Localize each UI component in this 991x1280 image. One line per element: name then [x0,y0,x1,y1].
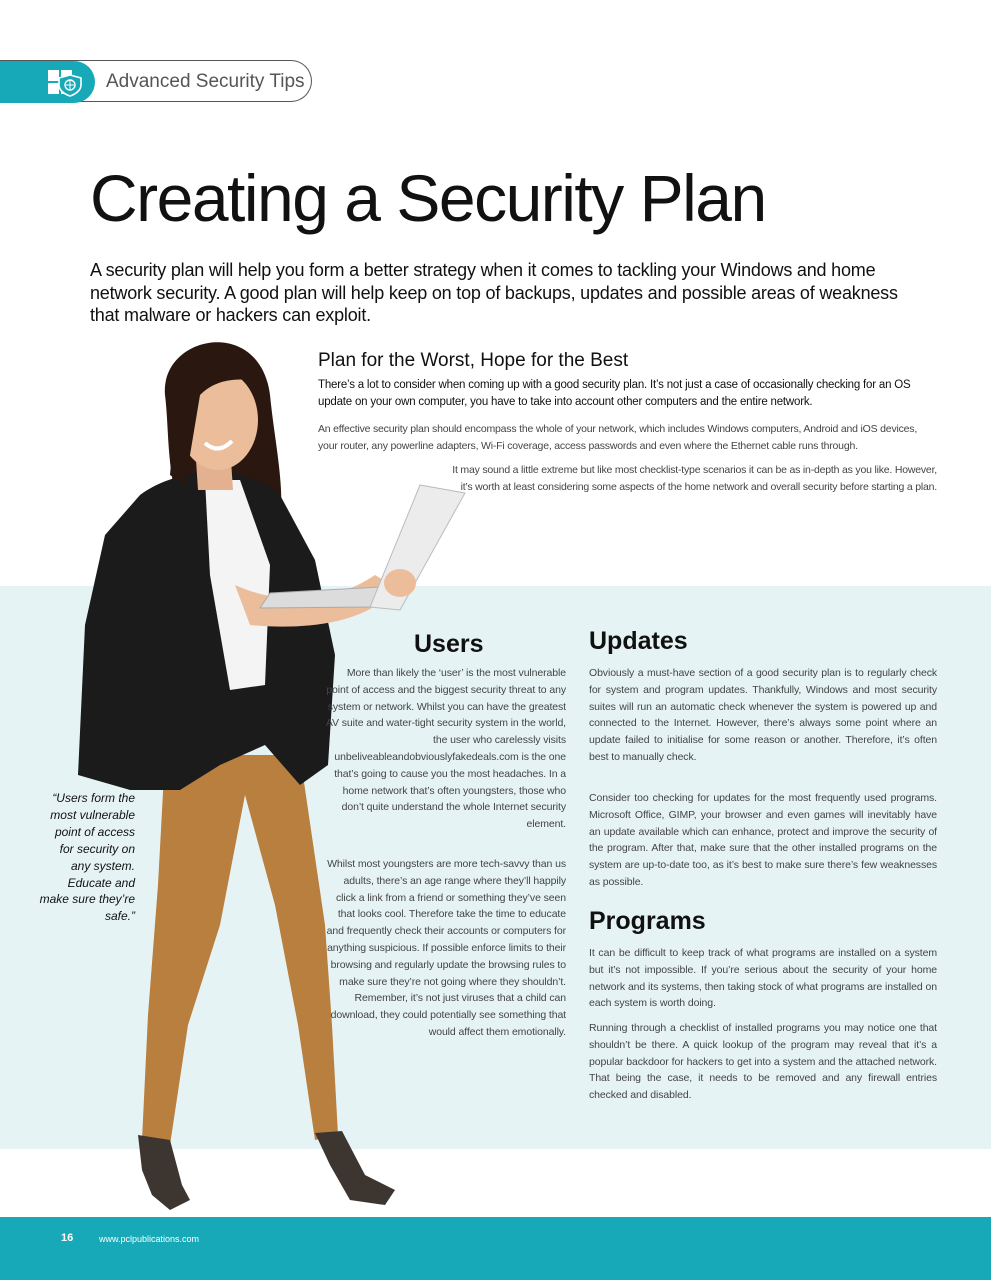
updates-heading: Updates [589,627,688,655]
page-number: 16 [61,1232,74,1244]
users-paragraph-2: Whilst most youngsters are more tech-savvy than us adults, there’s an age range where they’ll happily click a link from a friend or something they’ve seen that looks cool. Therefore take the time to educate and frequently check their accounts or computers for anything suspicious. If possible enforce limits to their browsing and regularly update the browsing rules to make sure they’re not going where they shouldn’t. Remember, it’s not just viruses that a child can download, they could potentially see something that would affect them emotionally. [326,858,566,1038]
users-paragraph-1: More than likely the ‘user’ is the most vulnerable point of access and the biggest security threat to any system or network. Whilst you can have the greatest AV suite and water-tight security system in the world, the user who carelessly visits unbeliveableandobviouslyfakedeals.com is the one that’s going to cause you the most headaches. In a home network that’s often youngsters, those who don’t quite understand the whole Internet security element. [325,667,566,831]
programs-heading: Programs [589,907,706,935]
windows-shield-icon [46,67,86,97]
programs-paragraph-1: It can be difficult to keep track of what programs are installed on a system but it’s not impossible. If you’re serious about the security of your home network and its systems, then taking stock of what programs are installed on each system is worth doing. [589,947,937,1010]
overview-paragraph-2: It may sound a little extreme but like most checklist-type scenarios it can be as in-depth as you like. However, it’s worth at least considering some aspects of the home network and overall security before starting a plan. [452,464,937,493]
intro-paragraph: A security plan will help you form a better strategy when it comes to tackling your Windows and home network security. A good plan will help keep on top of backups, updates and possible areas of weakness that malware or hackers can exploit. [90,260,898,325]
lead-paragraph: There’s a lot to consider when coming up with a good security plan. It’s not just a case of occasionally checking for an OS update on your own computer, you have to take into account other computers and the entire network. [318,379,911,408]
overview-paragraph: An effective security plan should encompass the whole of your network, which includes Windows computers, Android and iOS devices, your router, any powerline adapters, Wi-Fi coverage, access passwords and even where the Ethernet cable runs through. [318,423,918,452]
updates-paragraph-2: Consider too checking for updates for the most frequently used programs. Microsoft Office, GIMP, your browser and even games will inevitably have an update available which can enhance, protect and improve the security of the program. After that, make sure that the other installed programs on the system are up-to-date too, as it’s best to make sure there’s few weaknesses as possible. [589,792,937,888]
programs-paragraph-2: Running through a checklist of installed programs you may notice one that shouldn’t be there. A quick lookup of the program may reveal that it’s a popular backdoor for hackers to get into a system and the attached network. That being the case, it needs to be removed and any firewall entries checked and disabled. [589,1022,937,1102]
footer-bar [0,1217,991,1280]
section-tab [0,60,312,102]
pull-quote: “Users form the most vulnerable point of access for security on any system. Educate and make sure they’re safe.” [39,791,135,924]
updates-paragraph-1: Obviously a must-have section of a good security plan is to regularly check for system and program updates. Thankfully, Windows and most security suites will run an automatic check whenever the system is powered up and connected to the Internet. However, there’s always some point where an update failed to initialise for some reason or another. Therefore, it’s often best to manually check. [589,667,937,763]
section-title: Advanced Security Tips [106,71,305,92]
section-subhead: Plan for the Worst, Hope for the Best [318,350,629,371]
publisher-url: www.pclpublications.com [99,1234,200,1244]
page-title: Creating a Security Plan [90,161,766,235]
users-heading: Users [414,630,484,658]
